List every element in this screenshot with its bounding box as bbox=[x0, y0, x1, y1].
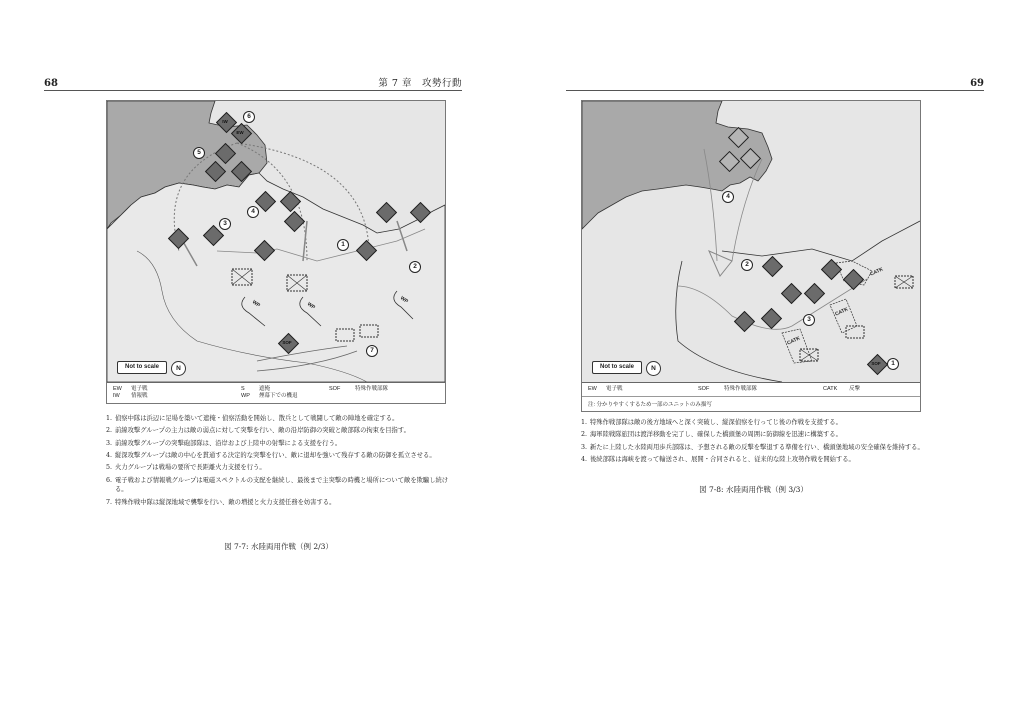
legend-text-iw: 情報戦 bbox=[131, 393, 148, 399]
figure-caption: 図 7-8: 水陸両用作戦（例 3/3） bbox=[699, 485, 808, 494]
page-number: 68 bbox=[44, 78, 58, 89]
right-page bbox=[512, 0, 1024, 723]
note-number: 3. bbox=[106, 439, 113, 447]
catk-label-1: CATK bbox=[869, 266, 885, 278]
note-number: 4. bbox=[581, 456, 588, 464]
legend-abbr-catk: CATK bbox=[823, 386, 838, 392]
note-text: 電子戦および情報戦グループは電磁スペクトルの支配を継続し、最後まで主突撃の時機と場所について敵を欺騙し続ける。 bbox=[115, 476, 449, 494]
note-text: 偵察中隊は浜辺に足場を築いて遮掩・偵察活動を開始し、散兵として戦闘して敵の陣地を確定する。 bbox=[115, 415, 399, 422]
note-item bbox=[106, 476, 451, 496]
map-amphibious-3 bbox=[582, 101, 920, 383]
legend-text-s: 遮掩 bbox=[259, 386, 271, 392]
marker-7: 7 bbox=[366, 345, 378, 357]
note-item bbox=[106, 439, 451, 449]
wp-label-2: WP bbox=[306, 301, 317, 311]
figure-notes bbox=[106, 414, 451, 510]
note-text: 前線攻撃グループの主力は敵の弱点に対して突撃を行い、敵の沿岸防御の突破と敵部隊の拘束を目指す。 bbox=[115, 427, 410, 435]
catk-label-2: CATK bbox=[834, 306, 850, 318]
figure-notes bbox=[581, 418, 926, 467]
note-text: 火力グループは戦場の要所で長距離火力支援を行う。 bbox=[115, 464, 266, 472]
marker-2: 2 bbox=[741, 259, 753, 271]
north-arrow-icon: N bbox=[171, 361, 186, 376]
north-arrow-icon: N bbox=[646, 361, 661, 376]
unit-sof-label: SOF bbox=[871, 361, 881, 366]
note-text: 縦深攻撃グループは敵の中心を貫通する決定的な突撃を行い、敵に退却を強いて残存する敵の防御を孤立させる。 bbox=[115, 452, 436, 460]
marker-3: 3 bbox=[803, 314, 815, 326]
legend-text-sof: 特殊作戦部隊 bbox=[355, 386, 389, 392]
note-text: 特殊作戦部隊は敵の後方地域へと深く突破し、縦深偵察を行ってじ後の作戦を支援する。 bbox=[590, 419, 842, 426]
legend-abbr-wp: WP bbox=[241, 393, 250, 399]
marker-4: 4 bbox=[722, 191, 734, 203]
figure-legend bbox=[107, 383, 445, 403]
legend-abbr-ew: EW bbox=[588, 386, 597, 392]
legend-text-catk: 反撃 bbox=[849, 386, 861, 392]
note-item bbox=[581, 455, 926, 465]
marker-5: 5 bbox=[193, 147, 205, 159]
figure-legend bbox=[582, 383, 920, 396]
marker-1: 1 bbox=[337, 239, 349, 251]
not-to-scale-label: Not to scale bbox=[592, 361, 642, 374]
unit-sof-label: SOF bbox=[282, 340, 292, 345]
note-item bbox=[581, 443, 926, 453]
not-to-scale-label: Not to scale bbox=[117, 361, 167, 374]
catk-label-3: CATK bbox=[786, 335, 802, 347]
unit-iw-label: IW bbox=[222, 119, 228, 124]
legend-text-wp: 煙幕下での機退 bbox=[259, 393, 298, 399]
note-item bbox=[581, 430, 926, 440]
note-number: 5. bbox=[106, 464, 113, 472]
note-text: 新たに上陸した水陸両用歩兵部隊は、予想される敵の反撃を撃退する準備を行い、橋頭堡地域の安全確保を維持する。 bbox=[590, 443, 924, 451]
map-drawing bbox=[107, 101, 445, 382]
note-item bbox=[106, 414, 451, 424]
running-head bbox=[566, 78, 984, 91]
marker-6: 6 bbox=[243, 111, 255, 123]
marker-4: 4 bbox=[247, 206, 259, 218]
legend-abbr-sof: SOF bbox=[698, 386, 710, 392]
figure-note: 注: 分かりやすくするため一部のユニットのみ描写 bbox=[582, 396, 920, 411]
note-text: 特殊作戦中隊は縦深地域で襲撃を行い、敵の増援と火力支援任務を妨害する。 bbox=[115, 498, 336, 506]
note-number: 2. bbox=[106, 427, 113, 435]
legend-abbr-s: S bbox=[241, 386, 245, 392]
legend-abbr-sof: SOF bbox=[329, 386, 341, 392]
marker-2: 2 bbox=[409, 261, 421, 273]
note-item bbox=[106, 451, 451, 461]
note-number: 2. bbox=[581, 431, 588, 439]
page-number: 69 bbox=[970, 78, 984, 89]
legend-abbr-iw: IW bbox=[113, 393, 120, 399]
note-item bbox=[106, 498, 451, 508]
note-number: 4. bbox=[106, 452, 113, 460]
map-amphibious-2 bbox=[107, 101, 445, 383]
wp-label-3: WP bbox=[399, 295, 410, 305]
legend-text-ew: 電子戦 bbox=[131, 386, 148, 392]
wp-label-1: WP bbox=[251, 299, 262, 309]
note-item bbox=[106, 463, 451, 473]
map-drawing bbox=[582, 101, 920, 382]
figure-caption: 図 7-7: 水陸両用作戦（例 2/3） bbox=[224, 542, 333, 551]
note-number: 6. bbox=[106, 476, 113, 484]
note-text: 前線攻撃グループの突撃砲部隊は、沿岸および上陸中の射撃による支援を行う。 bbox=[115, 439, 342, 447]
note-number: 1. bbox=[106, 415, 113, 422]
legend-text-sof: 特殊作戦部隊 bbox=[724, 386, 758, 392]
note-number: 1. bbox=[581, 419, 588, 426]
note-number: 3. bbox=[581, 443, 588, 451]
legend-abbr-ew: EW bbox=[113, 386, 122, 392]
figure-7-8 bbox=[581, 100, 921, 412]
note-text: 海軍陸戦隊旅団は渡洋移動を完了し、確保した橋頭堡の周囲に防御線を迅速に構築する。 bbox=[590, 431, 842, 439]
marker-3: 3 bbox=[219, 218, 231, 230]
chapter-title: 第 7 章 攻勢行動 bbox=[378, 78, 462, 89]
note-item bbox=[106, 426, 451, 436]
marker-1: 1 bbox=[887, 358, 899, 370]
note-item bbox=[581, 418, 926, 428]
running-head bbox=[44, 78, 462, 91]
unit-ew-label: EW bbox=[236, 130, 244, 135]
note-number: 7. bbox=[106, 498, 113, 506]
legend-text-ew: 電子戦 bbox=[606, 386, 623, 392]
figure-7-7 bbox=[106, 100, 446, 404]
note-text: 後続部隊は海峡を渡って輸送され、展開・合同されると、従来的な陸上攻勢作戦を開始する。 bbox=[590, 456, 855, 464]
